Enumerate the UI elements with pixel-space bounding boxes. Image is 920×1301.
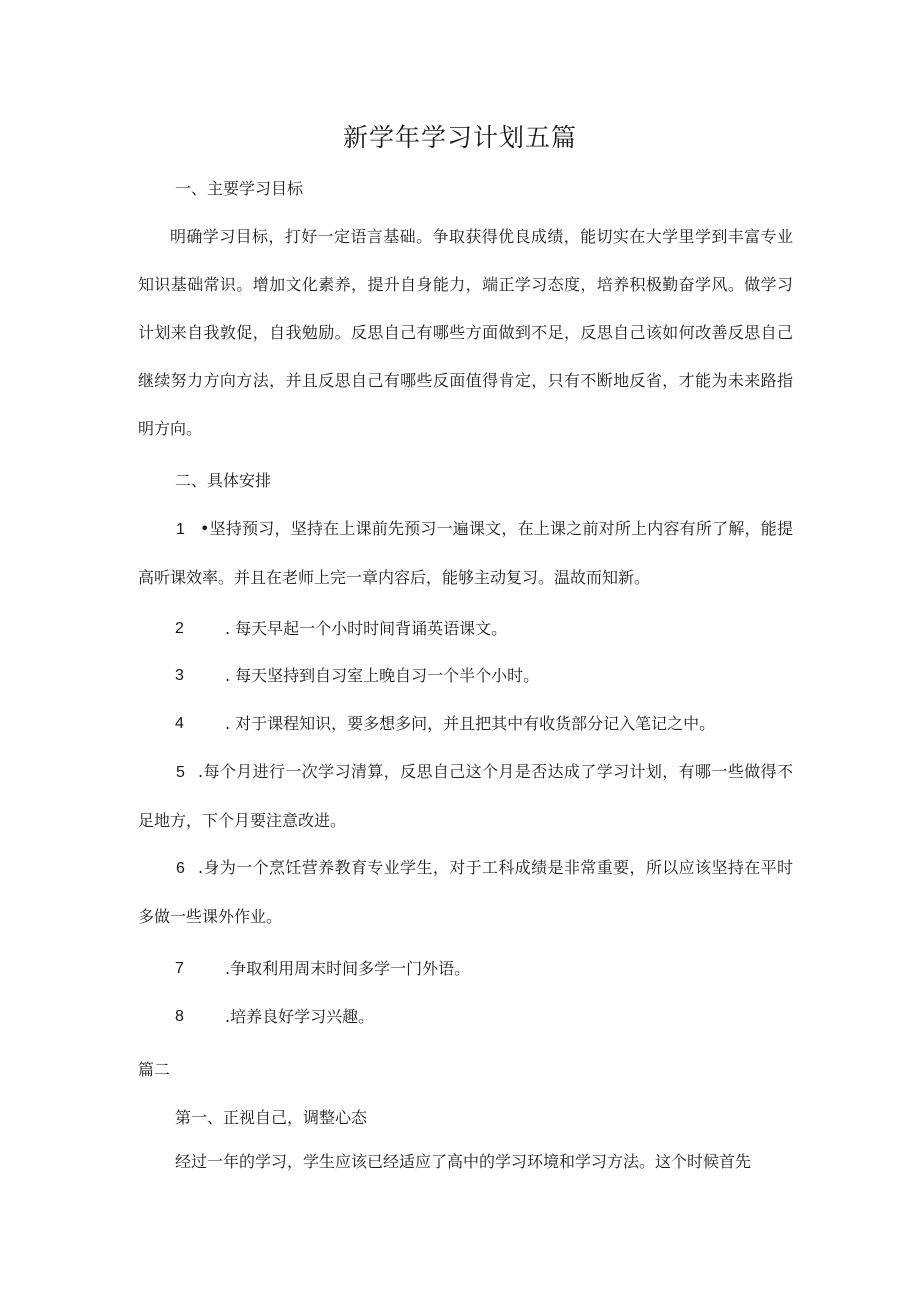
- section1-paragraph: 明确学习目标，打好一定语言基础。争取获得优良成绩，能切实在大学里学到丰富专业知识基础常识。增加文化素养，提升自身能力，端正学习态度，培养积极勤奋学风。做学习计划来自我敦促，自我勉励。反思自己有哪些方面做到不足，反思自己该如何改善反思自己继续努力方向方法，并且反思自己有哪些反面值得肯定，只有不断地反省，才能为未来路指明方向。: [138, 227, 793, 438]
- part-label: 篇二: [138, 1060, 171, 1079]
- list-item-number: 5: [176, 764, 185, 781]
- list-item-text: . 每天坚持到自习室上晚自习一个半个小时。: [225, 666, 540, 685]
- list-item-text: .身为一个烹饪营养教育专业学生，对于工科成绩是非常重要，所以应该坚持在平时多做一些课外作业。: [138, 858, 793, 926]
- part2-heading: 第一、正视自己，调整心态: [175, 1108, 368, 1127]
- list-item-text: .争取利用周末时间多学一门外语。: [225, 959, 471, 978]
- list-item-text: .培养良好学习兴趣。: [225, 1007, 375, 1026]
- list-item: [138, 844, 793, 941]
- list-item-number: 2: [175, 620, 184, 637]
- list-item-number: 1: [176, 521, 185, 538]
- part2-paragraph: 经过一年的学习，学生应该已经适应了高中的学习环境和学习方法。这个时候首先: [175, 1152, 752, 1171]
- list-item-text: . 对于课程知识，要多想多问，并且把其中有收货部分记入笔记之中。: [225, 714, 716, 733]
- list-item-number: 7: [175, 960, 184, 977]
- section1-heading: 一、主要学习目标: [175, 179, 304, 198]
- list-item-text: . 每天早起一个小时时间背诵英语课文。: [225, 619, 508, 638]
- list-item-text: •坚持预习，坚持在上课前先预习一遍课文，在上课之前对所上内容有所了解，能提高听课效率。并且在老师上完一章内容后，能够主动复习。温故而知新。: [138, 519, 793, 587]
- list-item-number: 8: [175, 1008, 184, 1025]
- section2-heading: 二、具体安排: [175, 471, 272, 490]
- list-item: [138, 748, 793, 845]
- list-item-number: 3: [175, 667, 184, 684]
- document-title: 新学年学习计划五篇: [342, 123, 577, 152]
- list-item-number: 6: [176, 860, 185, 877]
- list-item: [138, 505, 793, 602]
- list-item-number: 4: [175, 715, 184, 732]
- list-item-text: .每个月进行一次学习清算，反思自己这个月是否达成了学习计划，有哪一些做得不足地方，下个月要注意改进。: [138, 762, 793, 830]
